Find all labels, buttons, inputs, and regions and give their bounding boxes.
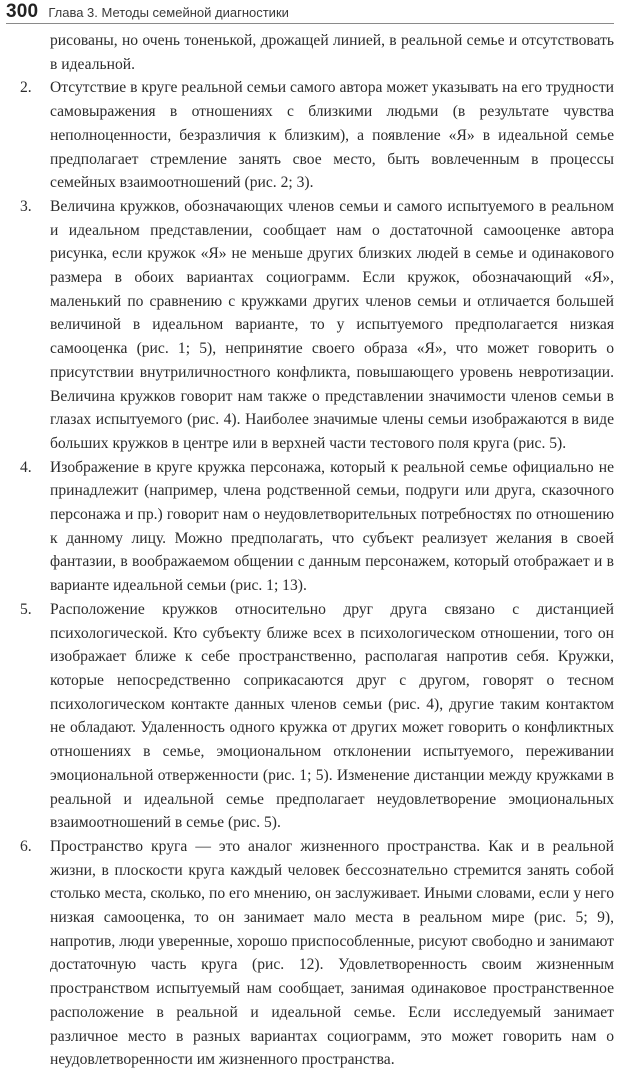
list-item-5 bbox=[20, 598, 614, 835]
list-item-number: 3. bbox=[20, 197, 32, 215]
continued-paragraph: рисованы, но очень тоненькой, дрожащей линией, в реальной семье и отсутствовать в идеальной. bbox=[50, 32, 614, 73]
running-title: Глава 3. Методы семейной диагностики bbox=[48, 5, 289, 20]
list-item-number: 6. bbox=[20, 837, 32, 855]
list-item-text: Отсутствие в круге реальной семьи самого автора может указывать на его трудности самовыражения в отношениях с близкими людьми (в результате чувства неполноценности, безразличия к близким), а появление «Я» в идеальной семье предполагает стремление занять свое место, быть вовлеченным в процессы семейных взаимоотношений (рис. 2; 3). bbox=[50, 79, 614, 192]
list-item-text: Величина кружков, обозначающих членов семьи и самого испытуемого в реальном и идеальном представлении, сообщает нам о достаточной самооценке автора рисунка, если кружок «Я» не меньше других близких людей в семье и одинакового размера в обоих вариантах социограмм. Если кружок, обозначающий «Я», маленький по сравнению с кружками других членов семьи и отличается большей величиной в идеальном варианте, то у испытуемого предполагается низкая самооценка (рис. 1; 5), непринятие своего образа «Я», что может говорить о присутствии внутриличностного конфликта, повышающего уровень невротизации. Величина кружков говорит нам также о представлении значимости членов семьи в глазах испытуемого (рис. 4). Наиболее значимые члены семьи изображаются в виде больших кружков в центре или в верхней части тестового поля круга (рис. 5). bbox=[50, 197, 614, 452]
list-item-3 bbox=[20, 195, 614, 456]
list-item-number: 4. bbox=[20, 458, 32, 476]
list-item-text: Расположение кружков относительно друг друга связано с дистанцией психологической. Кто субъекту ближе всех в психологическом отношении, того он изображает ближе к себе пространственно, располагая напротив себя. Кружки, которые непосредственно соприкасаются друг с другом, говорят о тесном психологическом контакте данных членов семьи (рис. 4), другие таким контактом не обладают. Удаленность одного кружка от других может говорить о конфликтных отношениях в семье, эмоциональном отклонении испытуемого, переживании эмоциональной отверженности (рис. 1; 5). Изменение дистанции между кружками в реальной и идеальной семье предполагает неудовлетворение эмоциональных взаимоотношений в семье (рис. 5). bbox=[50, 600, 614, 832]
list-item-4 bbox=[20, 456, 614, 598]
page-header bbox=[6, 0, 614, 22]
list-item-2 bbox=[20, 76, 614, 195]
list-item-number: 2. bbox=[20, 79, 32, 97]
body-text bbox=[0, 29, 620, 1072]
page-number: 300 bbox=[6, 1, 39, 22]
list-item-text: Пространство круга — это аналог жизненного пространства. Как и в реальной жизни, в плоскости круга каждый человек бессознательно стремится занять собой столько места, сколько, по его мнению, он заслуживает. Иными словами, если у него низкая самооценка, то он занимает мало места в реальном мире (рис. 5; 9), напротив, люди уверенные, хорошо приспособленные, рисуют свободно и занимают достаточную часть круга (рис. 12). Удовлетворенность своим жизненным пространством испытуемый нам сообщает, занимая одинаковое пространственное расположение в реальной и идеальной семье. Если исследуемый занимает различное место в разных вариантах социограмм, это может говорить нам о неудовлетворенности им жизненного пространства. bbox=[50, 837, 614, 1069]
header-rule bbox=[6, 23, 614, 24]
list-item-text: Изображение в круге кружка персонажа, который к реальной семье официально не принадлежит (например, члена родственной семьи, подруги или друга, сказочного персонажа и пр.) говорит нам о неудовлетворительных потребностях по отношению к данному лицу. Можно предполагать, что субъект реализует желания в своей фантазии, в воображаемом общении с данным персонажем, который отображает и в варианте идеальной семьи (рис. 1; 13). bbox=[50, 458, 614, 595]
list-item-number: 5. bbox=[20, 600, 32, 618]
list-item-6 bbox=[20, 835, 614, 1072]
